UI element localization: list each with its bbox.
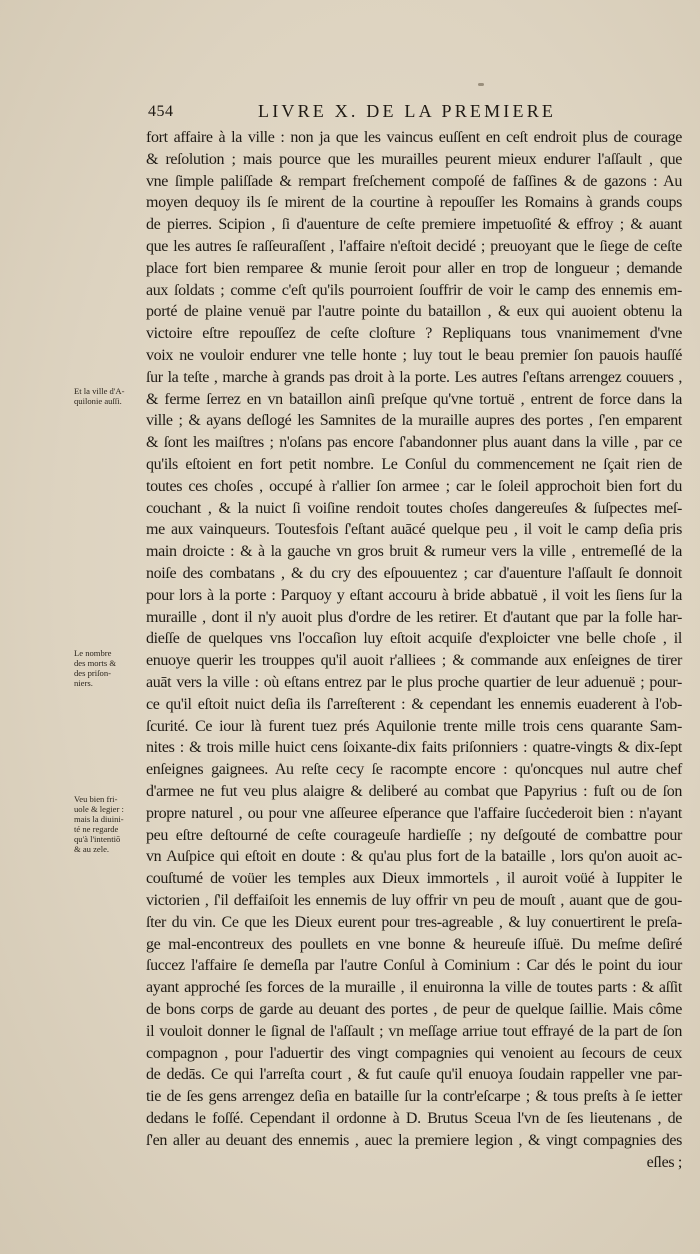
text-line: ayant approché ſes forces de la muraille , il enuironna la ville de toutes parts : & aſſit (146, 979, 682, 997)
text-line: peu eſtre deſtourné de ceſte courageuſe hardieſſe ; ny deſgouté de combattre pour (146, 826, 682, 844)
margin-note-line: mais la diuini- (74, 814, 124, 824)
page-header (0, 101, 700, 129)
margin-note (74, 794, 144, 854)
text-line: tie de ſes gens arrengez deſia en bataille ſur la contr'eſcarpe ; & tous preſts à ſe ietter (146, 1088, 682, 1106)
text-line: auāt vers la ville : où eſtans entrez par le plus proche quartier de leur aduenuë ; pour- (146, 674, 682, 691)
page-number: 454 (148, 103, 174, 120)
text-line: de pierres. Scipion , ſi d'auenture de ceſte premiere impetuoſité & effroy ; & auant (146, 216, 682, 234)
text-line: d'armee ne fut veu plus alaigre & deliberé au combat que Papyrius : fuſt ou de ſon (146, 783, 682, 800)
text-line: victorien , ſ'il deffaiſoit les ennemis de luy offrir vn peu de mouſt , auant que de gou- (146, 892, 682, 909)
text-line: propre naturel , ou pour vne aſſeuree eſperance que l'affaire ſucċederoit bien : n'ayant (146, 804, 682, 822)
text-line: ge mal-encontreux des poullets en vne bonne & heureuſe iſſuë. Du meſme deſiré (146, 935, 682, 953)
margin-note-line: niers. (74, 678, 93, 688)
text-line: fort affaire à la ville : non ja que les vaincus euſſent en ceſt endroit plus de courage (146, 129, 682, 146)
text-line: moyen dequoy ils ſe mirent de la courtine à repouſſer les Romains à grands coups (146, 194, 682, 212)
text-line: victoire eſtre repouſſez de ceſte cloſture ? Repliquans tous vnanimement d'vne (146, 325, 682, 343)
margin-note-line: Veu bien fri- (74, 794, 118, 804)
text-line: ſ'en aller au deuant des ennemis , auec la premiere legion , & vingt compagnies des (146, 1131, 682, 1149)
text-line: voix ne vouloir endurer vne telle honte ; luy tout le beau premier ſon pauois hauſſé (146, 347, 682, 364)
text-line: que les autres ſe raſſeuraſſent , l'affaire n'eſtoit decidé ; preuoyant que le ſiege de ceſte (146, 238, 682, 255)
text-line: main droicte : & à la gauche vn gros bruit & rumeur vers la ville , entremeſlé de la (146, 543, 682, 561)
margin-note-line: Et la ville d'A- (74, 386, 125, 396)
margin-note-line: Le nombre (74, 648, 112, 658)
text-line: vn Auſpice qui eſtoit en doute : & qu'au plus fort de la bataille , lors qu'on auoit ac- (146, 848, 682, 866)
ink-mark (478, 83, 484, 86)
text-line: noiſe des combatans , & du cry des eſpouuentez ; car d'auenture l'aſſault ſe donnoit (146, 565, 682, 582)
text-line: dieſſe de quelques vns l'occaſion luy eſtoit acquiſe d'exploicter vne belle choſe , il (146, 630, 682, 648)
text-line: ſter du vin. Ce que les Dieux eurent pour tres-agreable , & luy conuertirent le preſa- (146, 913, 682, 931)
text-line: & ſont les maiſtres ; n'oſans pas encore ſ'abandonner plus auant dans la ville , par ce (146, 434, 682, 452)
text-line: ſur la teſte , marche à grands pas droit à la porte. Les autres ſ'eſtans arrengez couuers , (146, 368, 682, 386)
text-line: vne ſimple paliſſade & rempart freſchement compoſé de faſſines & de gazons : Au (146, 172, 682, 190)
text-line: de bons corps de garde au deuant des portes , de peur de quelque ſaillie. Mais côme (146, 1001, 682, 1018)
margin-note-line: té ne regarde (74, 824, 119, 834)
text-line: pour lors à la porte : Parquoy y eſtant accouru à bride abbatuë , il voit les ſiens ſur la (146, 586, 682, 604)
text-line: couſtumé de voüer les temples aux Dieux immortels , il auroit voüé à Iuppiter le (146, 870, 682, 888)
margin-note-line: quilonie auſſi. (74, 396, 122, 406)
margin-note (74, 648, 144, 688)
text-line: place fort bien remparee & munie ſeroit pour aller en trop de longueur ; demande (146, 259, 682, 277)
text-line: ce qu'il eſtoit nuict deſia ils ſ'arreſterent : & cependant les ennemis euaderent à l'ob- (146, 695, 682, 713)
text-line: compagnon , pour l'aduertir des vingt compagnies qui venoient au ſecours de ceux (146, 1044, 682, 1062)
margin-note-line: des morts & (74, 658, 117, 668)
text-line: enuoye querir les trouppes qu'il auoit r'alliees ; & commande aux enſeignes de tirer (146, 652, 682, 670)
text-line: toutes ces choſes , occupé à r'allier ſon armee ; car le ſoleil approchoit bien fort du (146, 477, 682, 495)
text-line: il vouloit donner le ſignal de l'aſſault ; vn meſſage arriue tout effrayé de la part de ſon (146, 1022, 682, 1040)
text-line: enſeignes gaignees. Au reſte cecy ſe racompte encore : qu'oncques nul autre chef (146, 761, 682, 779)
text-line: me aux vainqueurs. Toutesfois ſ'eſtant auācé quelque peu , il voit le camp deſia pris (146, 521, 682, 539)
text-line: ſuccez l'affaire ſe demeſla par l'autre Conſul à Cominium : Car dés le point du iour (146, 957, 682, 975)
text-line: nites : & trois mille huict cens ſoixante-dix faits priſonniers : quatre-vingts & dix-ſept (146, 739, 682, 757)
text-line: ville ; & ayans deſlogé les Samnites de la muraille aupres des portes , ſ'en emparent (146, 412, 682, 430)
text-line: de dedās. Ce qui l'arreſta court , & fut cauſe qu'il enuoya ſoudain rappeller vne par- (146, 1066, 682, 1084)
text-line: qu'ils eſtoient en fort petit nombre. Le Conſul du commencement ne ſçait rien de (146, 456, 682, 473)
text-line: aux ſoldats ; comme c'eſt qu'ils pourroient ſouffrir de voir le camp des ennemis em- (146, 281, 682, 299)
text-line: muraille , dont il n'y auoit plus d'ordre de les retirer. Et d'autant que par la folle har- (146, 608, 682, 626)
text-line: ſcurité. Ce iour là furent tuez prés Aquilonie trente mille trois cens quarante Sam- (146, 717, 682, 735)
text-line: dedans le foſſé. Cependant il ordonne à D. Brutus Sceua l'vn de ſes lieutenans , de (146, 1110, 682, 1127)
margin-note-line: & au zele. (74, 844, 110, 854)
catchword: eſles ; (646, 1153, 682, 1171)
running-head: LIVRE X. DE LA PREMIERE (258, 101, 557, 121)
margin-note-line: des priſon- (74, 668, 111, 678)
margin-note (74, 386, 144, 406)
text-line: & ferme ſerrez en vn bataillon ainſi preſque qu'vne tortuë , entrent de force dans la (146, 390, 682, 408)
text-line: couchant , & la nuict ſi voiſine rendoit toutes choſes dangereuſes & ſuſpectes meſ- (146, 499, 682, 517)
margin-note-line: qu'à l'intentiō (74, 834, 121, 844)
margin-note-line: uole & legier : (74, 804, 124, 814)
text-line: & reſolution ; mais pource que les murailles peurent mieux endurer l'aſſault , que (146, 150, 682, 168)
text-line: porté de plaine venuë par l'autre pointe du bataillon , & eux qui auoient obtenu la (146, 303, 682, 321)
